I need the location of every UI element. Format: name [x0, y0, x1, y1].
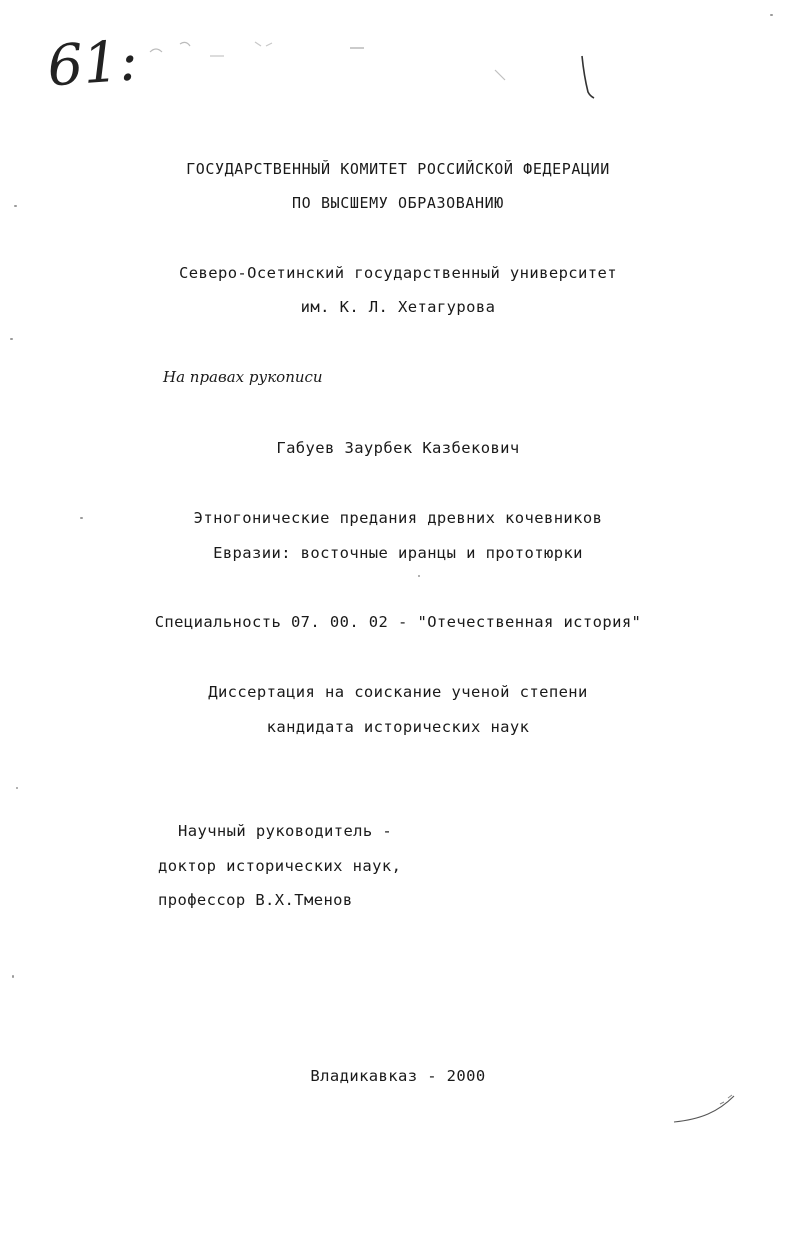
scan-speck [10, 338, 13, 340]
committee-line-2: ПО ВЫСШЕМУ ОБРАЗОВАНИЮ [292, 194, 504, 212]
university-line-2: им. К. Л. Хетагурова [300, 298, 496, 316]
specialty-line: Специальность 07. 00. 02 - "Отечественная история" [154, 613, 642, 631]
scan-speck [14, 205, 17, 207]
thesis-title-line-2: Евразии: восточные иранцы и прототюрки [213, 544, 583, 562]
scan-speck [12, 975, 14, 978]
city-year: Владикавказ - 2000 [310, 1067, 486, 1085]
scan-speck [770, 14, 773, 16]
scan-speck [80, 517, 83, 519]
supervisor-line-1: Научный руководитель - [178, 822, 393, 840]
archive-number: 61: [45, 28, 140, 100]
degree-line-1: Диссертация на соискание ученой степени [208, 683, 588, 701]
scan-speck [418, 575, 420, 577]
signature-mark [670, 1090, 740, 1130]
supervisor-line-3: профессор В.Х.Тменов [158, 891, 353, 909]
handwritten-archive-mark [40, 22, 620, 102]
scan-speck [16, 787, 18, 789]
university-line-1: Северо-Осетинский государственный университет [179, 264, 617, 282]
committee-line-1: ГОСУДАРСТВЕННЫЙ КОМИТЕТ РОССИЙСКОЙ ФЕДЕРАЦИИ [186, 160, 610, 178]
thesis-title-line-1: Этногонические предания древних кочевников [193, 509, 603, 527]
supervisor-line-2: доктор исторических наук, [158, 857, 402, 875]
author-name: Габуев Заурбек Казбекович [276, 439, 520, 457]
manuscript-note: На правах рукописи [163, 368, 323, 386]
degree-line-2: кандидата исторических наук [266, 718, 530, 736]
